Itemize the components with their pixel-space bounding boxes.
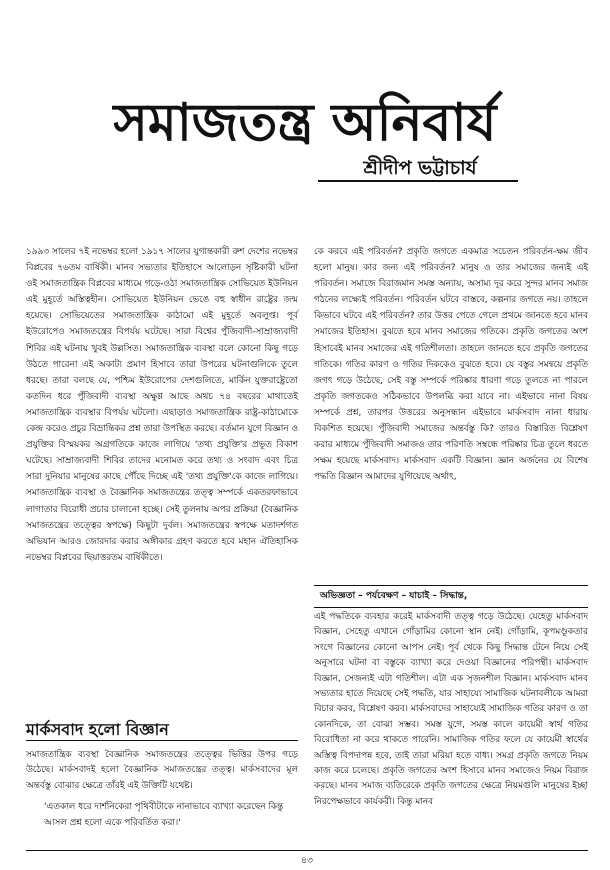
left-column-2: সমাজতান্ত্রিক ব্যবস্থা বৈজ্ঞানিক সমাজতন্ত্রের তত্ত্বের ভিত্তির উপর গড়ে উঠেছে। মার্কসবাদই হলো বৈজ্ঞানিক সমাজতন্ত্রের তত্ত্ব। মার্কসবাদের মূল অন্তর্বস্তু বোঝার ক্ষেত্রে তাঁরই এই উক্তিটি যথেষ্ট। <box>26 750 298 791</box>
method-box: অভিজ্ঞতা – পর্যবেক্ষণ – যাচাই – সিদ্ধান্ত, <box>320 591 468 601</box>
method-box-bottom-rule <box>314 607 588 608</box>
byline-underline <box>318 180 518 182</box>
section-heading-rule <box>26 740 298 741</box>
section-heading: মার্কসবাদ হলো বিজ্ঞান <box>26 720 169 739</box>
page-number: ৪৩ <box>301 856 313 866</box>
left-column <box>26 244 298 566</box>
right-column-text: কে করবে এই পরিবর্তন? প্রকৃতি জগতে একমাত্র সচেতন পরিবর্তন-ক্ষম জীব হলো মানুষ। কার জন্য এই পরিবর্তন? মানুষ ও তার সমাজের জন্যই এই পরিবর্তন। সমাজে বিরাজমান সমস্ত অন্যায়, অসাম্য দূর করে সুন্দর মানব সমাজ গঠনের লক্ষ্যেই পরিবর্তন। পরিবর্তন ঘটবে বাস্তবে, কল্পনার জগতে নয়। তাহলে কিভাবে ঘটবে এই পরিবর্তন? তার উত্তর পেতে গেলে প্রথমে জানতে হবে মানব সমাজের ইতিহাস। বুঝতে হবে মানব সমাজের গতিকে। প্রকৃতি জগতের অংশ হিসাবেই মানব সমাজের এই গতিশীলতা। তাহলে জানতে হবে প্রকৃতি জগতের গতিকে। গতির কারণ ও গতির দিককেও বুঝতে হবে। যে বস্তুর সমন্বয়ে প্রকৃতি জগৎ গড়ে উঠেছে, সেই বস্তু সম্পর্কে পরিষ্কার ধারণা গড়ে তুলতে না পারলে প্রকৃতি জগতকেও সঠিকভাবে উপলব্ধি করা যাবে না। এইভাবে নানা বিষয় সম্পর্কে প্রশ্ন, তারপর উত্তরের অনুসন্ধান এইভাবে মার্কসবাদ নানা ধারায় বিকশিত হয়েছে। পুঁজিবাদী সমাজের অন্তর্বস্তু কি? তারও বিস্তারিত বিশ্লেষণ করার মাধ্যমে পুঁজিবাদী সমাজও তার পরিণতি সম্বন্ধে পরিষ্কার চিত্র তুলে ধরতে সক্ষম হয়েছে মার্কসবাদ। মার্কসবাদ একটি বিজ্ঞান। জ্ঞান অর্জনের যে বিশেষ পদ্ধতি বিজ্ঞান আমাদের যুগিয়েছে অর্থাৎ, <box>314 247 588 483</box>
right-column <box>314 244 588 485</box>
right-column-2: এই পদ্ধতিকে ব্যবহার করেই মার্কসবাদী তত্ত্ব গড়ে উঠেছে। যেহেতু মার্কসবাদ বিজ্ঞান, সেহেতু এখানে গোঁড়ামির কোনো স্থান নেই। গোঁড়ামি, কূপমণ্ডূকতার সংগে বিজ্ঞানের কোনো আপস নেই। পূর্ব থেকে কিছু সিদ্ধান্ত টেনে নিয়ে সেই অনুসারে ঘটনা বা বস্তুকে ব্যাখ্যা করে দেওয়া বিজ্ঞানের পরিপন্থী। মার্কসবাদ বিজ্ঞান, সেজন্যই এটা গতিশীল। এটা এক সৃজনশীল বিজ্ঞান। মার্কসবাদ মানব সভ্যতার হাতে দিয়েছে সেই পদ্ধতি, যার সাহায্যে সামাজিক ঘটনাবলীকে আমরা বিচার করব, বিশ্লেষণ করব। মার্কসবাদের সাহায্যেই সামাজিক গতির কারণ ও তা কোনদিকে, তা বোঝা সম্ভব। সমস্ত যুগে, সমস্ত কালে কায়েমী স্বার্থ গতির বিরোধিতা না করে থাকতে পারেনি। সামাজিক গতির ফলে যে কায়েমী স্বার্থের অস্তিত্ব বিপদাপন্ন হবে, তাই তারা মরিয়া হতে বাধ্য। সমগ্র প্রকৃতি জগতে নিয়ম কাজ করে চলেছে। প্রকৃতি জগতের অংশ হিসাবে মানব সমাজেও নিয়ম বিরাজ করছে। মানব সমাজ ব্যতিরেকে প্রকৃতি জগতের ক্ষেত্রে নিয়মগুলি মানুষের ইচ্ছা নিরপেক্ষভাবে কার্যকরী। কিন্তু মানব <box>314 612 588 807</box>
footer-rule <box>26 850 588 851</box>
author-byline: শ্রীদীপ ভট্টাচার্য <box>363 157 477 179</box>
method-box-top-rule <box>314 585 588 586</box>
marx-quote: 'এতকাল ধরে দার্শনিকেরা পৃথিবীটাকে নানাভাবে ব্যাখ্যা করেছেন কিন্তু আসল প্রশ্ন হলো একে পরিবর্তিত করা।' <box>44 802 284 828</box>
left-column-text: ১৯৯৩ সালের ৭ই নভেম্বর হলো ১৯১৭ সালের যুগান্তকারী রুশ দেশের নভেম্বর বিপ্লবের ৭৬তম বার্ষিকী। মানব সভ্যতার ইতিহাসে আলোড়ন সৃষ্টিকারী ঘটনা ওই সমাজতান্ত্রিক বিপ্লবের মাধ্যমে গড়ে-ওঠা সমাজতান্ত্রিক সোভিয়েত ইউনিয়ন এই মুহূর্তে অস্তিত্বহীন। সোভিয়েত ইউনিয়ন ভেঙে বহু স্বাধীন রাষ্ট্রের জন্ম হয়েছে। সোভিয়েতের সমাজতান্ত্রিক কাঠামো এই মুহূর্তে অবলুপ্ত। পূর্ব ইউরোপেও সমাজতন্ত্রের বিপর্যয় ঘটেছে। সারা বিশ্বের পুঁজিবাদী-সাম্রাজ্যবাদী শিবির এই ঘটনায় খুবই উল্লসিত। সমাজতান্ত্রিক ব্যবস্থা বলে কোনো কিছু গড়ে উঠতে পারেনা এই অকাট্য প্রমাণ হিসাবে তারা উপরের ঘটনাগুলিকে তুলে ধরছে। তারা বলছে যে, পশ্চিম ইউরোপের দেশগুলিতে, মার্কিন যুক্তরাষ্ট্রেতো কতদিন ধরে পুঁজিবাদী ব্যবস্থা অক্ষুণ্ণ আছে অথচ ৭৪ বছরের মাথাতেই সমাজতান্ত্রিক ব্যবস্থার বিপর্যয় ঘটলো। এছাড়াও সমাজতান্ত্রিক রাষ্ট্র-কাঠামোকে কেন্দ্র করেও প্রচুর বিভ্রান্তিকর প্রশ্ন তারা উপস্থিত করছে। বর্তমান যুগে বিজ্ঞান ও প্রযুক্তির বিস্ময়কর অগ্রগতিকে কাজে লাগিয়ে 'তথ্য প্রযুক্তি'র প্রভূত বিকাশ ঘটেছে। সাম্রাজ্যবাদী শিবির তাদের মনোমত করে তথ্য ও সংবাদ এবং চিত্র সারা দুনিয়ার মানুষের কাছে পৌঁছে দিচ্ছে এই 'তথ্য প্রযুক্তি'কে কাজে লাগিয়ে। সমাজতান্ত্রিক ব্যবস্থা ও বৈজ্ঞানিক সমাজতন্ত্রের তত্ত্ব সম্পর্কে একতরফাভাবে লাগাতার বিরোধী প্রচার চালানো হচ্ছে। সেই তুলনায় অপর প্রক্রিয়া (বৈজ্ঞানিক সমাজতন্ত্রের তত্ত্বের স্বপক্ষে) কিছুটা দুর্বল। সমাজতন্ত্রের স্বপক্ষে মতাদর্শগত অভিযান আরও জোরদার করার অঙ্গীকার গ্রহণ করতে হবে মহান ঐতিহাসিক নভেম্বর বিপ্লবের ছিয়াত্তরতম বার্ষিকীতে। <box>26 247 298 563</box>
article-title: সমাজতন্ত্র অনিবার্য <box>113 92 497 153</box>
